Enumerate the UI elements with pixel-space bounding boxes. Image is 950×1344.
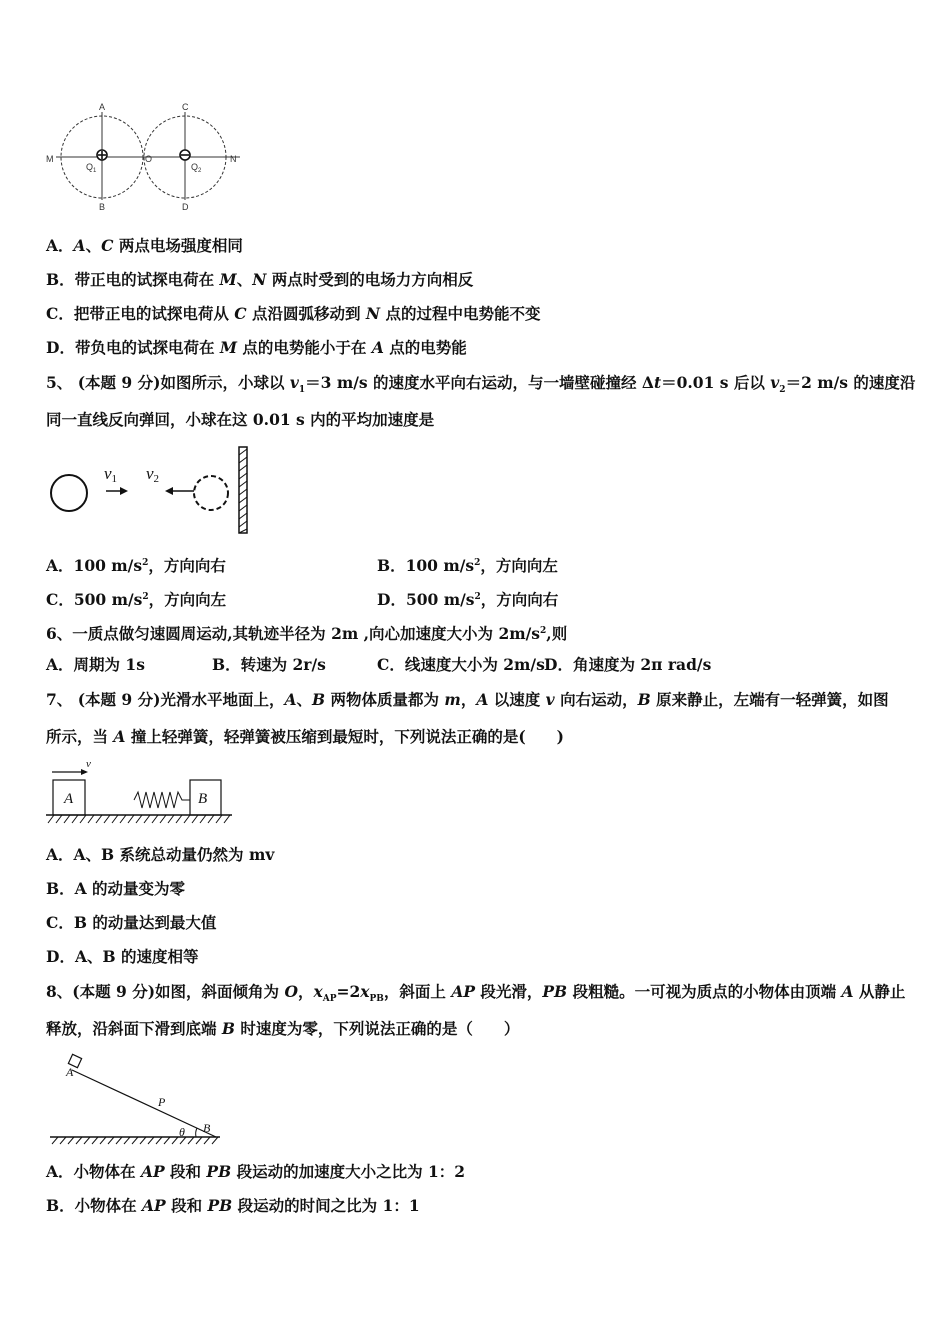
q5-option-b: B．100 $m/s^2$，方向向左 xyxy=(377,556,558,576)
q5-stem-line1: 5、 (本题 9 分)如图所示，小球以 $v_1=3$ m/s 的速度水平向右运动，与一墙壁碰撞经 Δt＝0.01 s 后以 $v_2=2$ m/s 的速度沿 xyxy=(46,373,916,396)
q8-option-a: A．小物体在 AP 段和 PB 段运动的加速度大小之比为 1：2 xyxy=(46,1162,466,1181)
q6-stem: 6、一质点做匀速圆周运动,其轨迹半径为 2m ,向心加速度大小为 $2m/s^2$,则 xyxy=(46,624,568,644)
ball-dashed xyxy=(194,476,228,510)
q4-option-a: A．A、C 两点电场强度相同 xyxy=(46,236,243,255)
q4-option-d: D．带负电的试探电荷在 M 点的电势能小于在 A 点的电势能 xyxy=(46,338,467,357)
label-b: B xyxy=(99,202,106,212)
figure-spring-blocks xyxy=(44,756,234,828)
q6-option-a: A．周期为 1s xyxy=(46,655,145,674)
q4-option-c: C．把带正电的试探电荷从 C 点沿圆弧移动到 N 点的过程中电势能不变 xyxy=(46,304,541,323)
q5-stem-line2: 同一直线反向弹回，小球在这 0.01 s 内的平均加速度是 xyxy=(46,410,435,429)
v2-label: v2 xyxy=(146,464,160,485)
theta-label: θ xyxy=(179,1125,185,1139)
incline-surface xyxy=(72,1070,216,1137)
label-n: N xyxy=(230,154,237,164)
q5-option-a: A．100 $m/s^2$，方向向右 xyxy=(46,556,226,576)
arrow-right-icon xyxy=(120,487,128,495)
spring xyxy=(134,792,190,808)
v-label: v xyxy=(86,758,91,770)
q8-stem-line1: 8、(本题 9 分)如图，斜面倾角为 O，$x_{AP}=2x_{PB}$，斜面上 AP 段光滑，PB 段粗糙。一可视为质点的小物体由顶端 A 从静止 xyxy=(46,982,906,1005)
q4-option-b: B．带正电的试探电荷在 M、N 两点时受到的电场力方向相反 xyxy=(46,270,474,289)
q7-option-b: B．A 的动量变为零 xyxy=(46,879,186,898)
q7-option-a: A．A、B 系统总动量仍然为 mv xyxy=(46,845,275,864)
block-a-label: A xyxy=(64,791,74,807)
figure-ball-wall xyxy=(44,445,254,537)
figure-charges xyxy=(44,100,248,212)
label-o: O xyxy=(145,154,153,164)
label-q2: $Q_2$ xyxy=(191,162,202,174)
angle-arc xyxy=(196,1128,197,1137)
ball-solid xyxy=(51,475,87,511)
label-c: C xyxy=(182,102,189,112)
point-b-label: B xyxy=(203,1121,211,1135)
q7-option-c: C．B 的动量达到最大值 xyxy=(46,913,217,932)
q7-stem-line1: 7、 (本题 9 分)光滑水平地面上，A、B 两物体质量都为 m，A 以速度 v 向右运动，B 原来静止，左端有一轻弹簧，如图 xyxy=(46,690,889,709)
q8-option-b: B．小物体在 AP 段和 PB 段运动的时间之比为 1：1 xyxy=(46,1196,420,1215)
q8-stem-line2: 释放，沿斜面下滑到底端 B 时速度为零，下列说法正确的是（ ） xyxy=(46,1019,520,1038)
q5-option-d: D．500 $m/s^2$，方向向右 xyxy=(377,590,559,610)
q7-stem-line2: 所示，当 A 撞上轻弹簧，轻弹簧被压缩到最短时，下列说法正确的是( ) xyxy=(46,727,565,746)
q7-option-d: D．A、B 的速度相等 xyxy=(46,947,199,966)
figure-incline xyxy=(44,1050,224,1148)
q6-option-c: C．线速度大小为 2m/s xyxy=(377,655,545,674)
label-d: D xyxy=(182,202,189,212)
point-p-label: P xyxy=(158,1095,166,1109)
label-a: A xyxy=(99,102,106,112)
point-a-label: A xyxy=(66,1065,74,1079)
v1-label: v1 xyxy=(104,464,118,485)
q5-option-c: C．500 $m/s^2$，方向向左 xyxy=(46,590,227,610)
arrow-left-icon xyxy=(165,487,173,495)
q6-option-b: B．转速为 2r/s xyxy=(212,655,326,674)
label-m: M xyxy=(46,154,54,164)
label-q1: $Q_1$ xyxy=(86,162,97,174)
q6-option-d: D．角速度为 2π rad/s xyxy=(544,655,712,674)
block-b-label: B xyxy=(198,791,208,807)
